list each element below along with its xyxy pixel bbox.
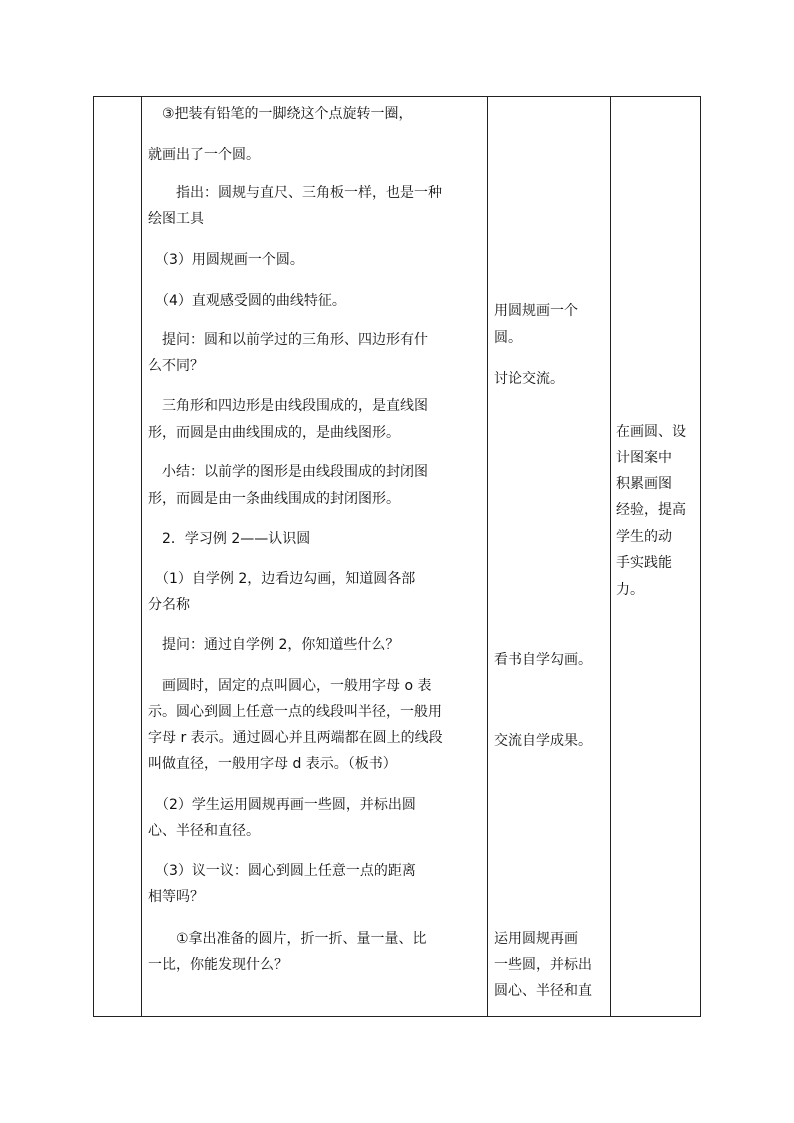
intent-line: 经验，提高 [616,502,686,518]
process-line: 一比，你能发现什么？ [148,957,288,973]
process-line: 心、半径和直径。 [148,823,260,839]
activity-line: 运用圆规再画 [494,931,578,947]
process-line: 绘图工具 [148,211,204,227]
intent-line: 积累画图 [616,476,672,492]
process-line: （3）用圆规画一个圆。 [148,252,304,268]
process-line: ③把装有铅笔的一脚绕这个点旋转一圈， [148,106,413,122]
activity-line: 看书自学勾画。 [494,652,592,668]
process-line: 分名称 [148,597,190,613]
intent-line: 在画圆、设 [616,424,686,440]
process-line: 字母 r 表示。通过圆心并且两端都在圆上的线段 [148,730,443,746]
process-line: 指出：圆规与直尺、三角板一样，也是一种 [148,185,442,201]
activity-line: 交流自学成果。 [494,733,592,749]
intent-line: 手实践能 [616,555,672,571]
process-line: 叫做直径，一般用字母 d 表示。（板书） [148,756,397,772]
activity-line: 一些圆，并标出 [494,957,592,973]
process-line: 小结：以前学的图形是由线段围成的封闭图 [148,464,428,480]
activity-line: 用圆规画一个 [494,303,578,319]
process-line: 提问：通过自学例 2，你知道些什么？ [148,637,400,653]
process-line: （4）直观感受圆的曲线特征。 [148,293,346,309]
intent-line: 计图案中 [616,450,672,466]
column-divider-3 [610,96,611,1017]
activity-line: 圆。 [494,330,522,346]
process-line: 形，而圆是由曲线围成的，是曲线图形。 [148,425,400,441]
activity-line: 圆心、半径和直 [494,983,592,999]
intent-line: 学生的动 [616,529,672,545]
column-divider-2 [487,96,488,1017]
process-line: 就画出了一个圆。 [148,147,260,163]
process-line: 2．学习例 2——认识圆 [148,531,311,547]
process-line: 三角形和四边形是由线段围成的，是直线图 [148,398,428,414]
activity-line: 讨论交流。 [494,371,564,387]
process-line: （2）学生运用圆规再画一些圆，并标出圆 [148,797,416,813]
process-line: 画圆时，固定的点叫圆心，一般用字母 o 表 [148,678,432,694]
process-line: （1）自学例 2，边看边勾画，知道圆各部 [148,571,416,587]
process-line: 相等吗？ [148,889,204,905]
process-line: 示。圆心到圆上任意一点的线段叫半径，一般用 [148,704,442,720]
column-divider-1 [141,96,142,1017]
process-line: 提问：圆和以前学过的三角形、四边形有什 [148,332,428,348]
process-line: 形，而圆是由一条曲线围成的封闭图形。 [148,491,400,507]
intent-line: 力。 [616,582,644,598]
process-line: 么不同？ [148,358,204,374]
process-line: ①拿出准备的圆片，折一折、量一量、比 [148,931,427,947]
process-line: （3）议一议：圆心到圆上任意一点的距离 [148,863,416,879]
